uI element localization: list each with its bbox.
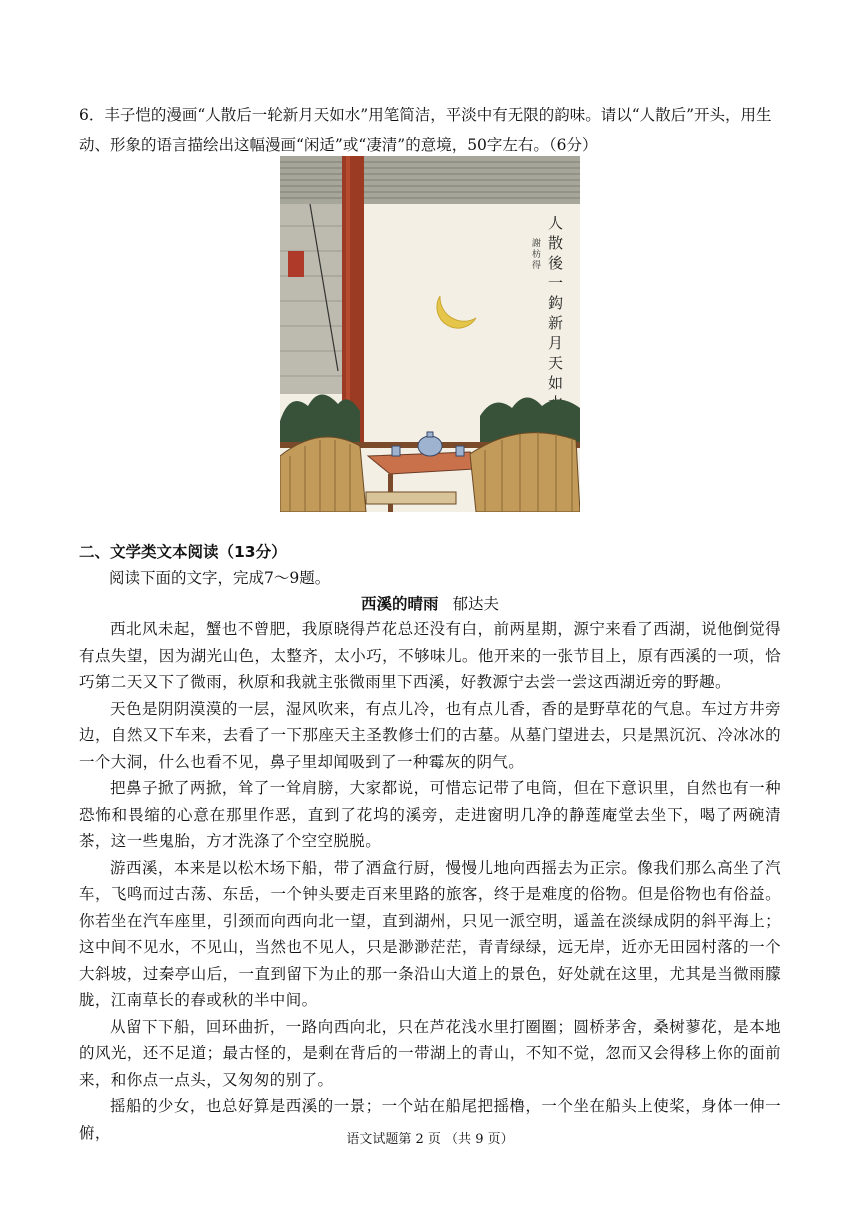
svg-text:月: 月 [548,334,564,352]
svg-text:一: 一 [548,274,564,292]
svg-text:得: 得 [532,261,542,271]
svg-text:謝: 謝 [532,239,542,249]
seal-stamp [288,251,304,277]
question-6 [79,100,783,160]
paragraph: 西北风未起，蟹也不曾肥，我原晓得芦花总还没有白，前两星期，源宁来看了西湖，说他倒觉得有点失望，因为湖光山色，太整齐，太小巧，不够味儿。他开来的一张节目上，原有西溪的一项，恰巧第二天又下了微雨，秋原和我就主张微雨里下西溪，好教源宁去尝一尝这西湖近旁的野趣。 [79,620,781,691]
painting-illustration [280,156,580,512]
paragraph: 天色是阴阴漠漠的一层，湿风吹来，有点儿冷，也有点儿香，香的是野草花的气息。车过方井旁边，自然又下车来，去看了一下那座天主圣教修士们的古墓。从墓门望进去，只是黑沉沉、冷冰冰的一个大洞，什么也看不见，鼻子里却闻吸到了一种霉灰的阴气。 [79,699,781,771]
svg-text:枋: 枋 [532,250,542,260]
section-heading: 二、文学类文本阅读（13分） [79,543,287,561]
article-title: 西溪的晴雨 [360,595,439,613]
paragraph: 从留下下船，回环曲折，一路向西向北，只在芦花浅水里打圈圈；圆桥茅舍，桑树蓼花，是本地的风光，还不足道；最古怪的，是剩在背后的一带湖上的青山，不知不觉，忽而又会得移上你的面前来，和你点一点头，又匆匆的别了。 [79,1017,781,1089]
paragraph: 游西溪，本来是以松木场下船，带了酒盒行厨，慢慢儿地向西摇去为正宗。像我们那么高坐了汽车，飞鸣而过古荡、东岳，一个钟头要走百来里路的旅客，终于是难度的俗物。但是俗物也有俗益。你若坐在汽车座里，引颈而向西向北一望，直到湖州，只见一派空明，遥盖在淡绿成阴的斜平海上；这中间不见水，不见山，当然也不见人，只是渺渺茫茫，青青绿绿，远无岸，近亦无田园村落的一个大斜坡，过秦亭山后，一直到留下为止的那一条沿山大道上的景色，好处就在这里，尤其是当微雨朦胧，江南草长的春或秋的半中间。 [79,858,781,1009]
article-author: 郁达夫 [452,595,500,613]
question-6-text: 6．丰子恺的漫画“人散后一轮新月天如水”用笔简洁，平淡中有无限的韵味。请以“人散后”开头，用生动、形象的语言描绘出这幅漫画“闲适”或“凄清”的意境，50字左右。（6分） [79,106,772,154]
svg-text:如: 如 [548,374,564,392]
page-footer: 语文试题第 2 页 （共 9 页） [346,1132,514,1147]
svg-text:後: 後 [548,254,564,272]
paragraph: 摇船的少女，也总好算是西溪的一景；一个站在船尾把摇橹，一个坐在船头上使桨，身体一伸一俯， [79,1097,781,1142]
svg-text:人: 人 [548,214,564,232]
article-body [79,616,781,1146]
svg-text:鈎: 鈎 [548,294,564,312]
article-title-line [0,592,860,614]
reading-instruction: 阅读下面的文字，完成7～9题。 [109,569,331,587]
svg-text:散: 散 [548,234,564,252]
paragraph: 把鼻子掀了两掀，耸了一耸肩膀，大家都说，可惜忘记带了电筒，但在下意识里，自然也有一种恐怖和畏缩的心意在那里作恶，直到了花坞的溪旁，走进窗明几净的静莲庵堂去坐下，喝了两碗清茶，这一些鬼胎，方才洗涤了个空空脱脱。 [79,779,781,850]
svg-text:新: 新 [548,314,564,332]
svg-text:天: 天 [548,354,564,372]
manhua-painting [280,156,580,512]
